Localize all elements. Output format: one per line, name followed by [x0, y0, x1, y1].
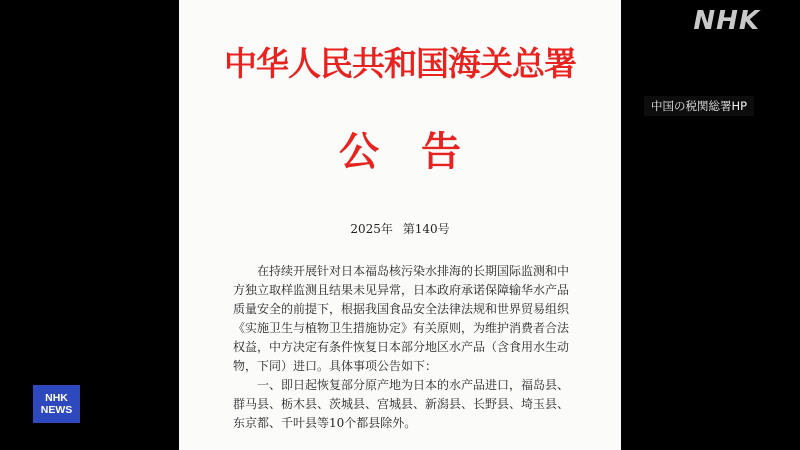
announcement-number: 2025年 第140号: [350, 222, 450, 236]
document-body: [233, 262, 569, 433]
document-title: 中华人民共和国海关总署: [224, 44, 576, 83]
news-logo-line2: NEWS: [40, 404, 73, 416]
nhk-logo: NHK: [693, 6, 760, 36]
source-caption: 中国の税関総署HP: [644, 96, 754, 116]
document-heading: 公告: [339, 129, 503, 175]
body-paragraph: 一、即日起恢复部分原产地为日本的水产品进口，福岛县、群马县、栃木县、茨城县、宫城县、新潟县、长野县、埼玉县、东京都、千叶县等10个都县除外。: [233, 378, 570, 430]
body-paragraph: 在持续开展针对日本福岛核污染水排海的长期国际监测和中方独立取样监测且结果未见异常，日本政府承诺保障输华水产品质量安全的前提下，根据我国食品安全法律法规和世界贸易组织《实施卫生与植物卫生措施协定》有关原则，为维护消费者合法权益，中方决定有条件恢复日本部分地区水产品（含食用水生动物，下同）进口。具体事项公告如下：: [233, 264, 570, 373]
nhk-news-logo: [33, 385, 80, 423]
news-logo-line1: NHK: [45, 392, 68, 404]
document-page: [179, 0, 621, 450]
